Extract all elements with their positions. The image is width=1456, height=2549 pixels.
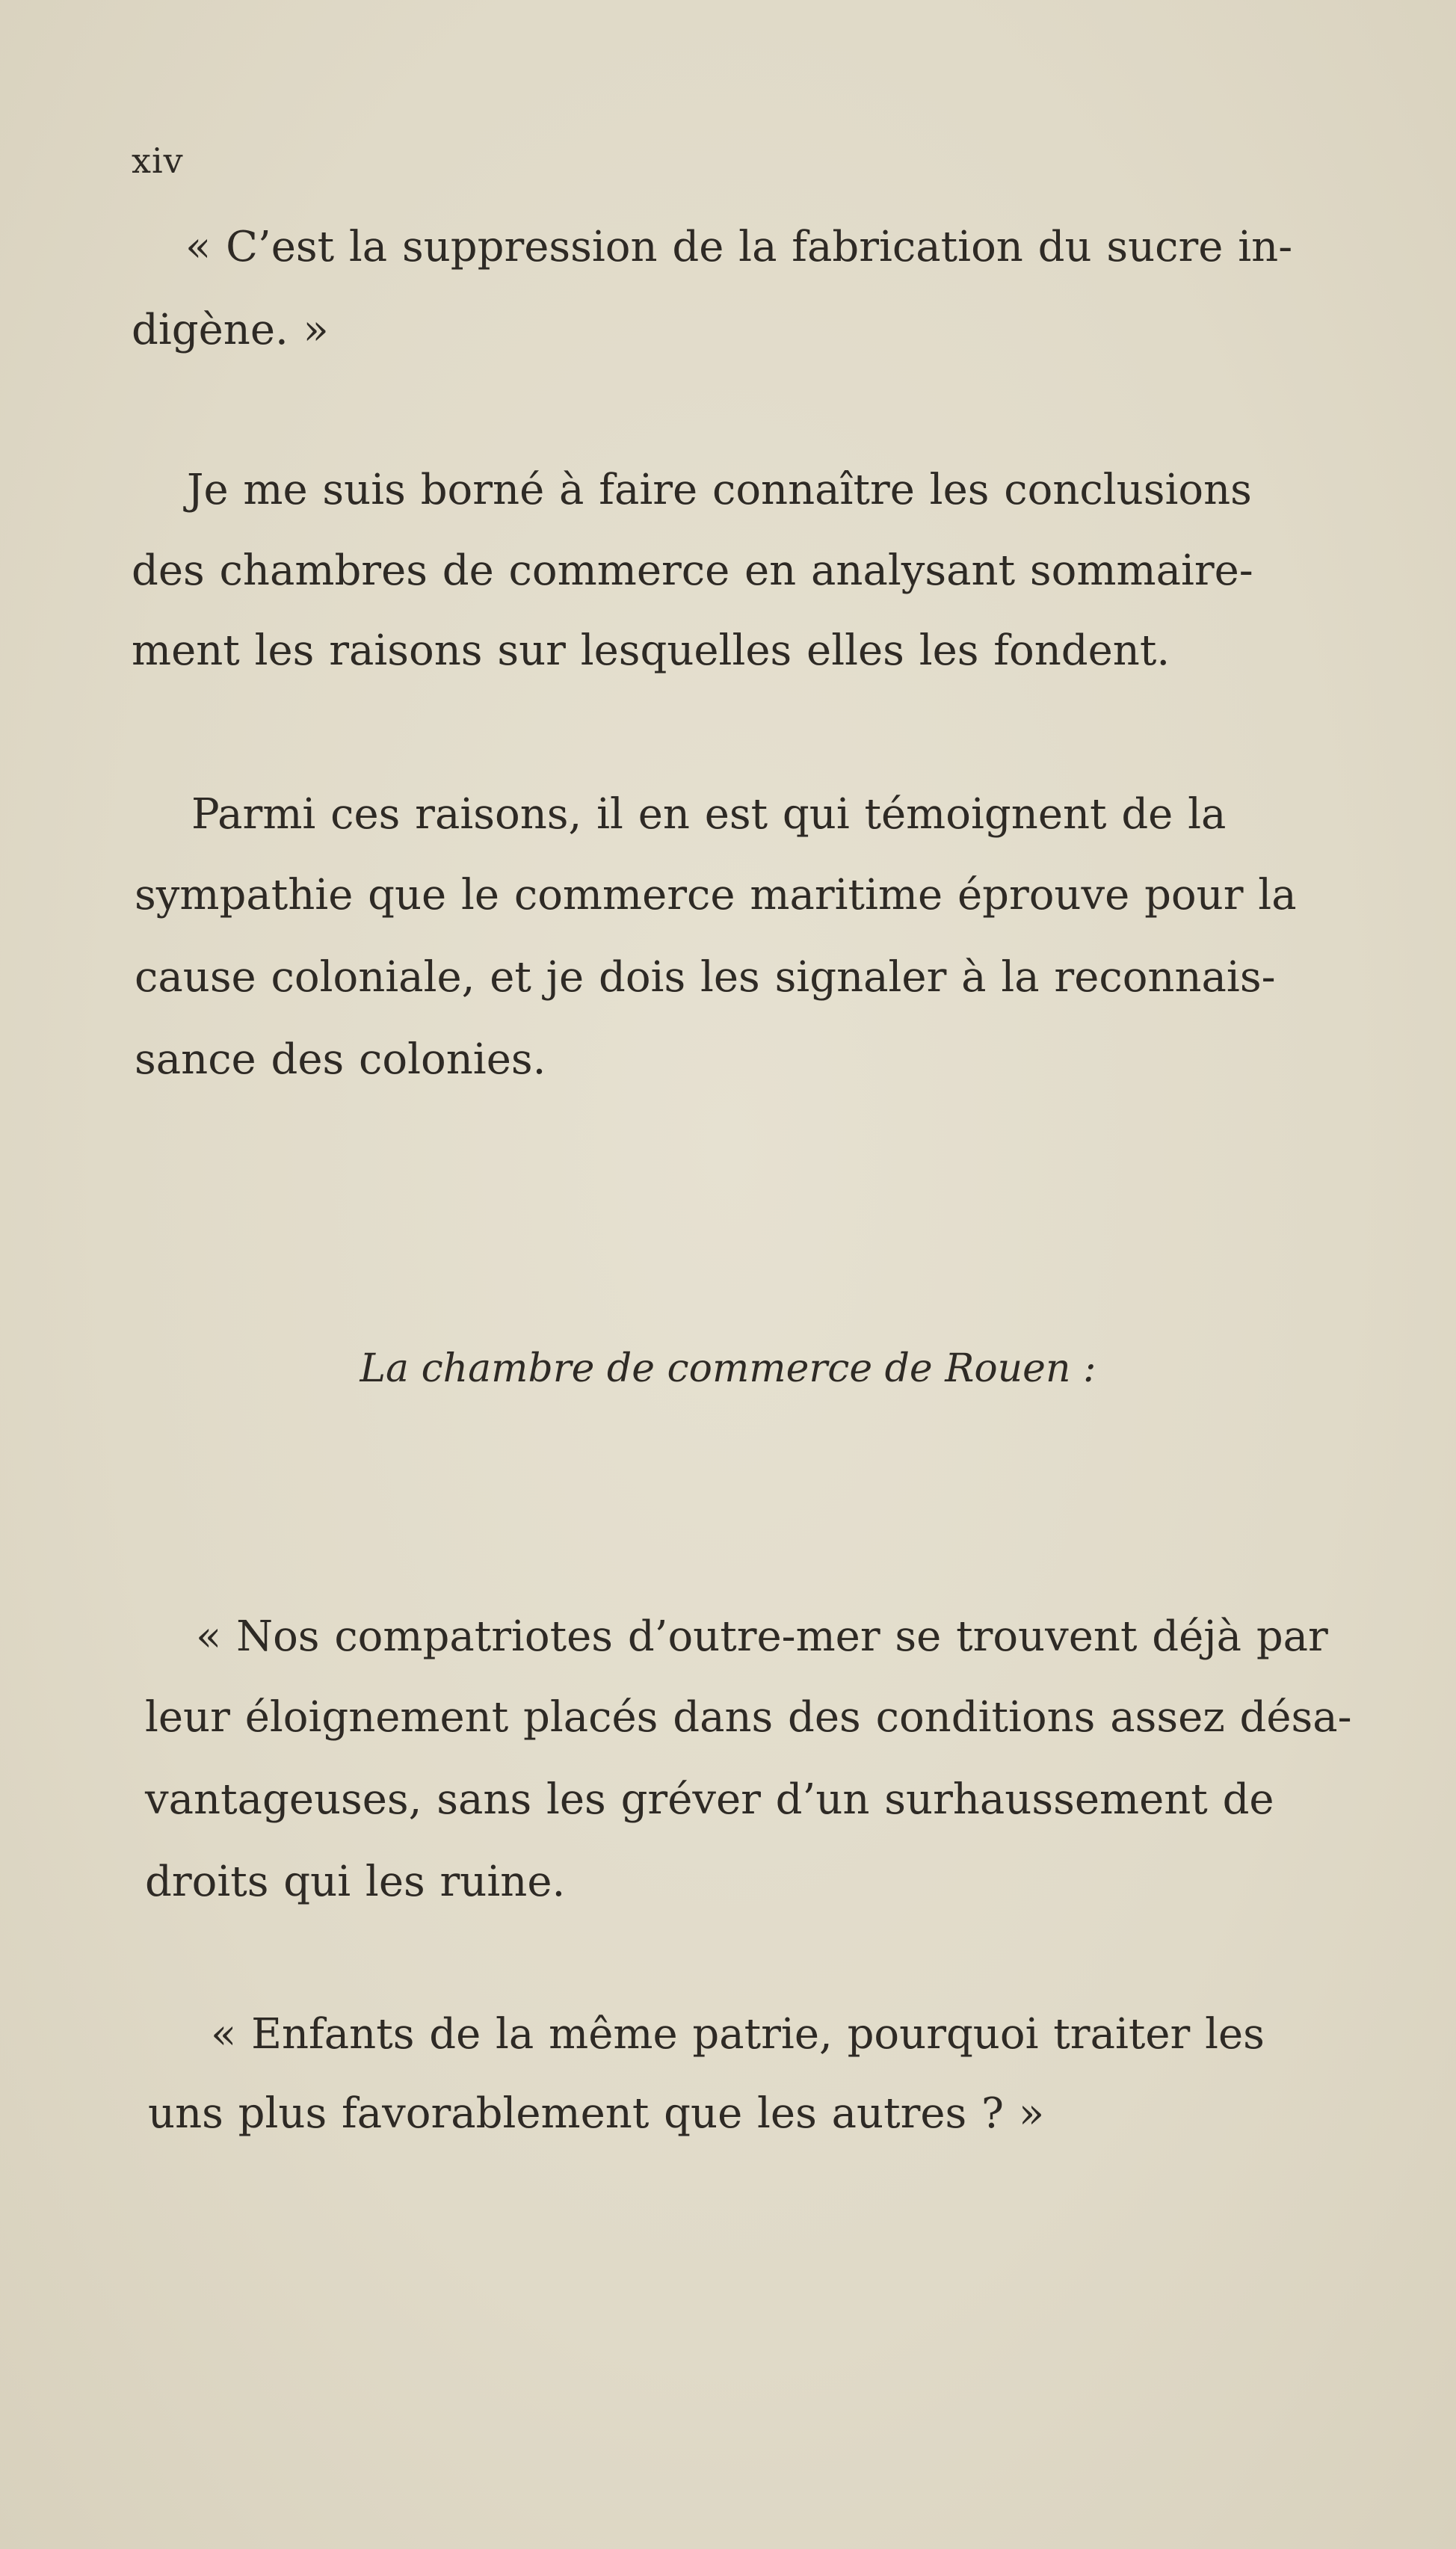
text-line: « Nos compatriotes d’outre-mer se trouvent déjà par bbox=[196, 1612, 1328, 1661]
text-line: « C’est la suppression de la fabrication du sucre in- bbox=[185, 223, 1293, 271]
text-line: « Enfants de la même patrie, pourquoi traiter les bbox=[211, 2010, 1265, 2059]
text-line: vantageuses, sans les gréver d’un surhaussement de bbox=[145, 1775, 1274, 1824]
text-line: sance des colonies. bbox=[135, 1035, 546, 1084]
text-line: Parmi ces raisons, il en est qui témoignent de la bbox=[191, 790, 1227, 839]
text-line: digène. » bbox=[132, 306, 329, 354]
text-line: leur éloignement placés dans des conditions assez désa- bbox=[145, 1693, 1352, 1742]
text-line: cause coloniale, et je dois les signaler à la reconnais- bbox=[135, 953, 1276, 1002]
text-line: des chambres de commerce en analysant sommaire- bbox=[132, 546, 1253, 595]
page-number: xiv bbox=[132, 141, 184, 181]
text-line: uns plus favorablement que les autres ? » bbox=[148, 2089, 1045, 2138]
section-heading: La chambre de commerce de Rouen : bbox=[360, 1346, 1096, 1391]
text-line: Je me suis borné à faire connaître les conclusions bbox=[187, 466, 1252, 514]
text-line: ment les raisons sur lesquelles elles les fondent. bbox=[132, 626, 1170, 675]
text-line: sympathie que le commerce maritime éprouve pour la bbox=[135, 871, 1297, 919]
text-line: droits qui les ruine. bbox=[145, 1858, 566, 1906]
